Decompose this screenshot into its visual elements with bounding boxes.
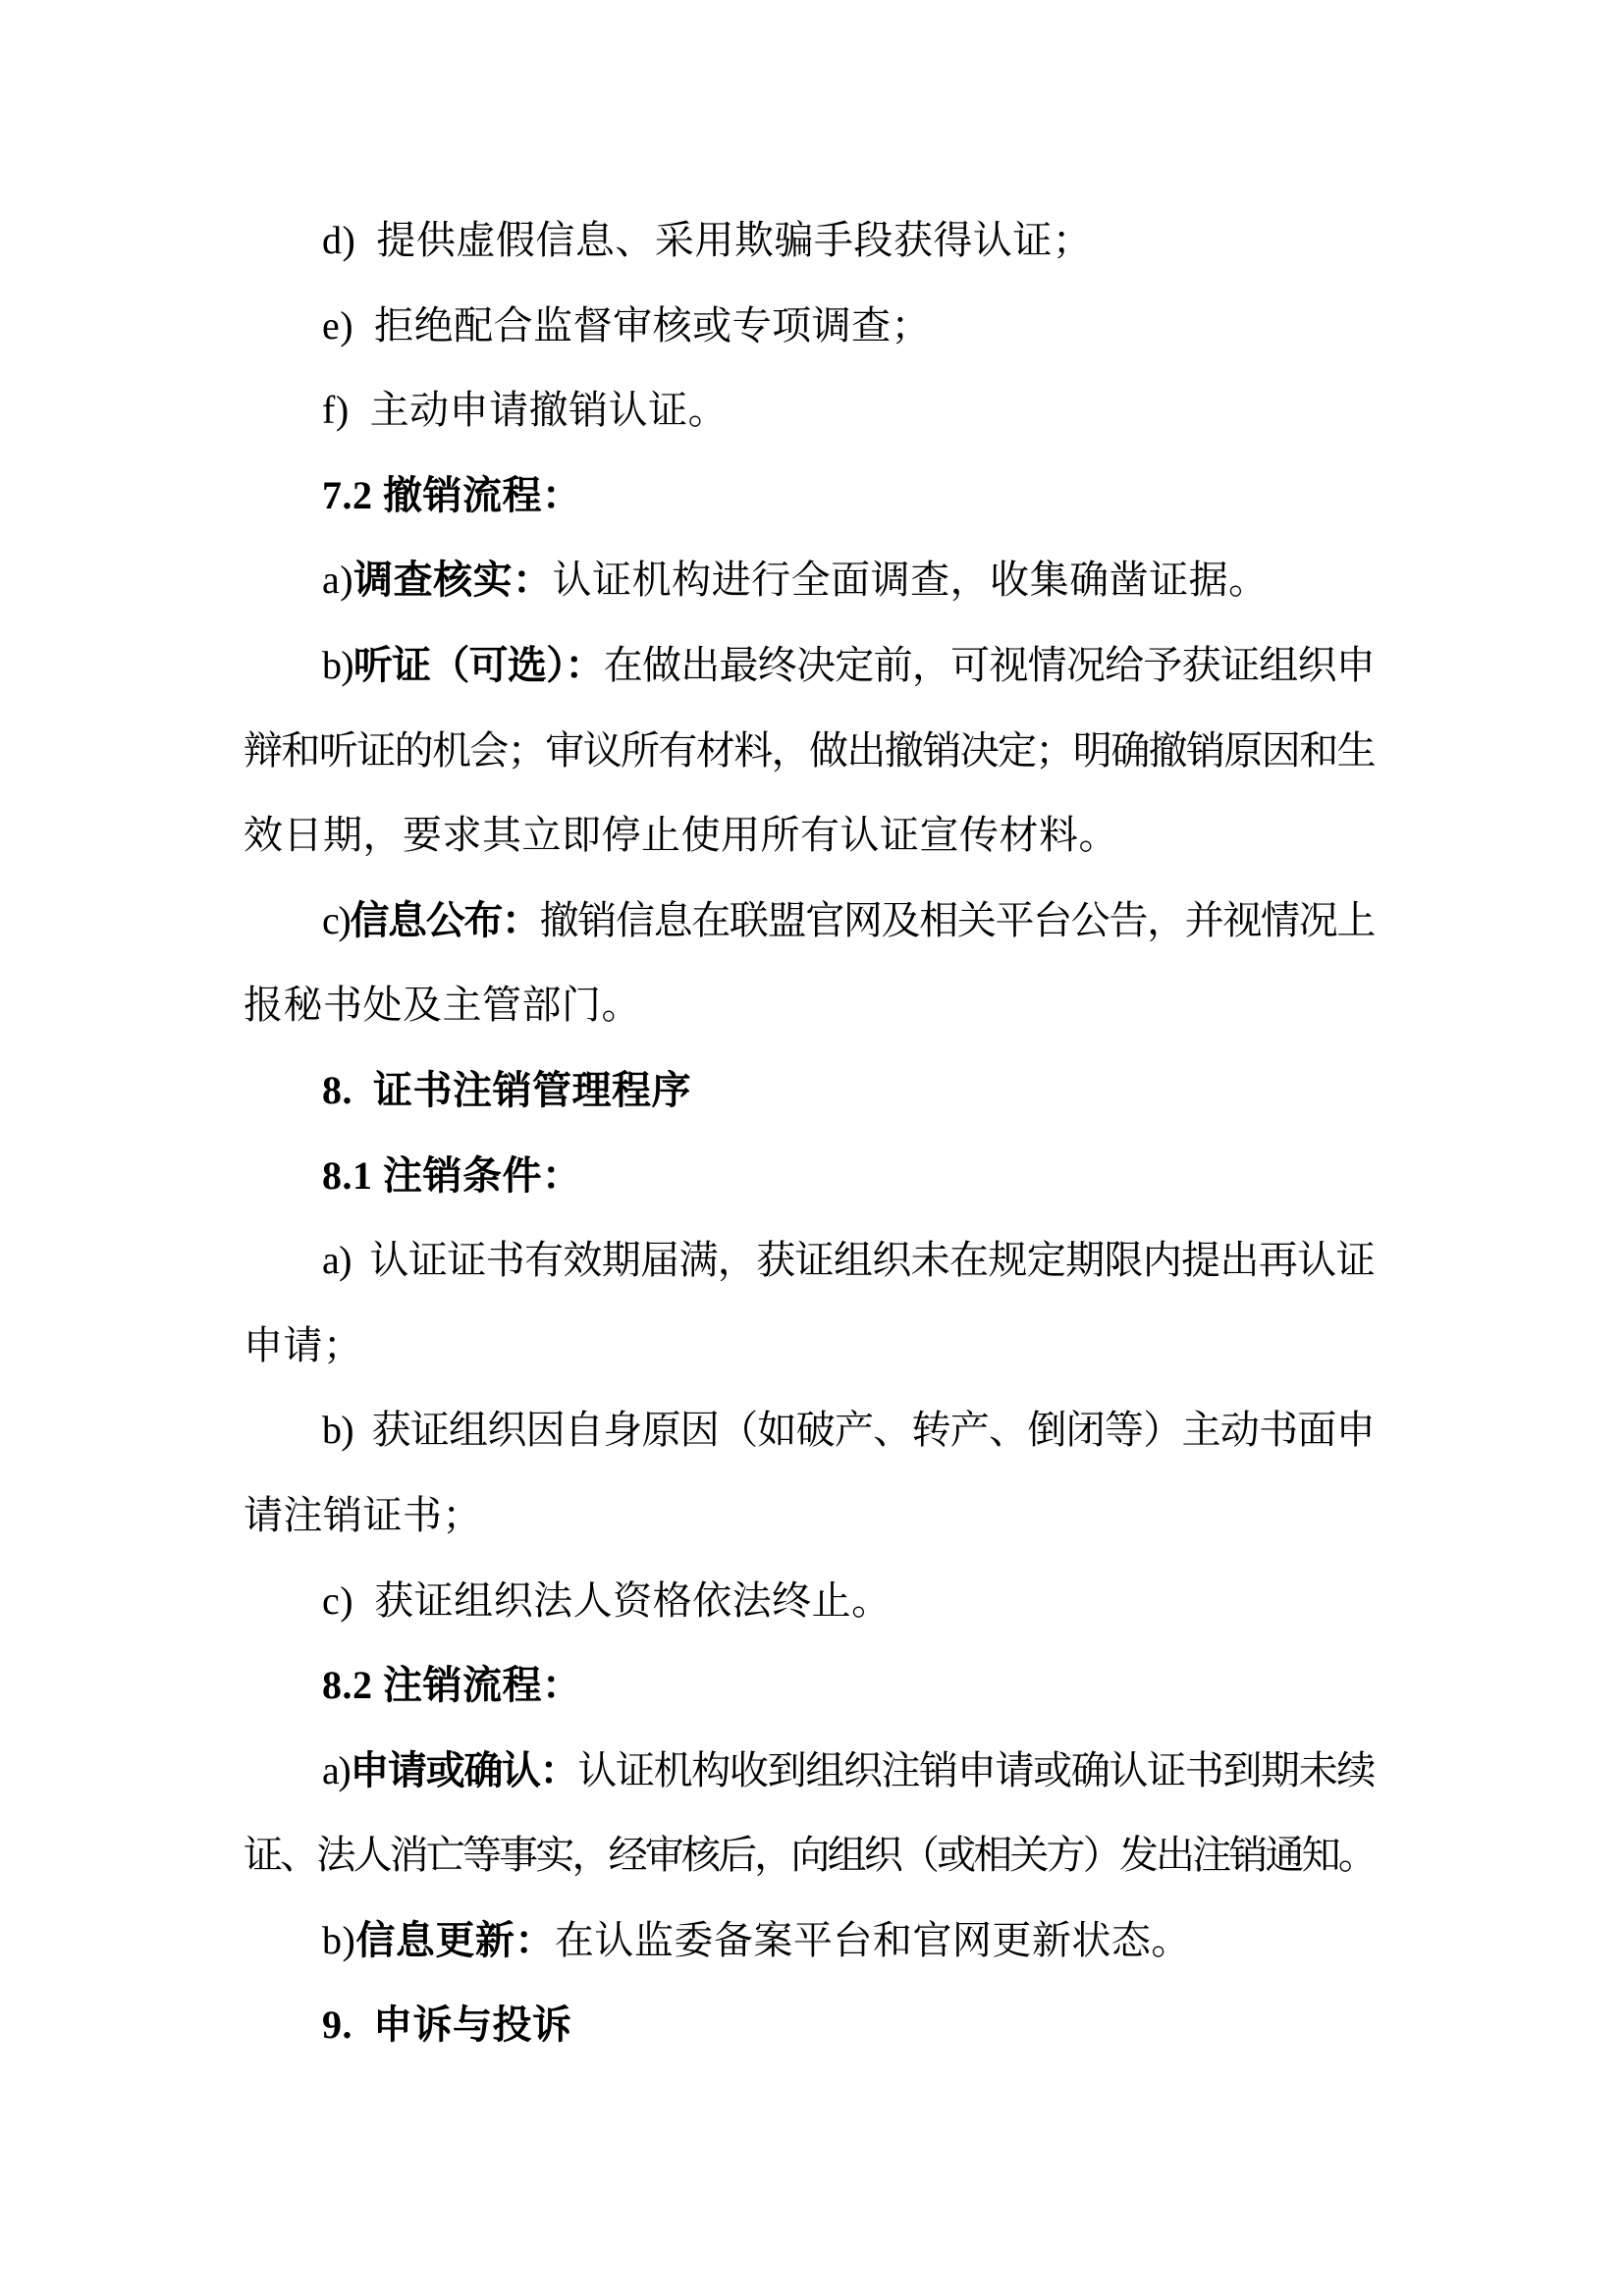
bold-text-segment: 听证（可选）： (352, 642, 604, 687)
text-segment: d) 提供虚假信息、采用欺骗手段获得认证； (322, 218, 1093, 262)
text-line (244, 1559, 1375, 1644)
text-line (244, 879, 1375, 964)
text-line (244, 1729, 1375, 1814)
text-segment: 报秘书处及主管部门。 (244, 983, 641, 1028)
text-segment: 在认监委备案平台和官网更新状态。 (554, 1917, 1191, 1962)
text-segment: 认证机构收到组织注销申请或确认证书到期未续 (577, 1747, 1376, 1792)
text-segment: b) 获证组织因自身原因（如破产、转产、倒闭等）主动书面申 (322, 1408, 1375, 1453)
text-line (244, 1048, 1375, 1134)
text-line (244, 1473, 1375, 1559)
text-line (244, 454, 1375, 539)
text-line (244, 1643, 1375, 1729)
text-line (244, 1304, 1375, 1389)
bold-text-segment: 信息公布： (350, 897, 540, 942)
text-line (244, 198, 1375, 284)
text-segment: c) 获证组织法人资格依法终止。 (322, 1577, 892, 1623)
text-segment: b) (322, 642, 353, 687)
text-line (244, 1218, 1375, 1304)
text-segment: e) 拒绝配合监督审核或专项调查； (322, 302, 932, 347)
bold-text-segment: 调查核实： (353, 558, 553, 603)
text-line (244, 284, 1375, 369)
text-segment: 认证机构进行全面调查，收集确凿证据。 (552, 558, 1269, 603)
text-line (244, 709, 1375, 794)
text-line (244, 1983, 1375, 2068)
text-segment: 证、法人消亡等事实，经审核后，向组织（或相关方）发出注销通知。 (244, 1833, 1375, 1878)
text-line (244, 1813, 1375, 1898)
bold-text-segment: 7.2 撤销流程： (322, 472, 582, 517)
bold-text-segment: 申请或确认： (350, 1747, 578, 1792)
bold-text-segment: 信息更新： (355, 1917, 555, 1962)
bold-text-segment: 8.1 注销条件： (322, 1152, 582, 1198)
text-segment: 效日期，要求其立即停止使用所有认证宣传材料。 (244, 813, 1118, 858)
text-line (244, 538, 1375, 623)
text-line (244, 1134, 1375, 1219)
text-line (244, 623, 1375, 709)
text-segment: c) (322, 897, 351, 942)
text-segment: a) 认证证书有效期届满，获证组织未在规定期限内提出再认证 (322, 1238, 1375, 1283)
text-line (244, 963, 1375, 1048)
text-line (244, 1898, 1375, 1984)
text-segment: f) 主动申请撤销认证。 (322, 388, 729, 433)
text-line (244, 1388, 1375, 1473)
text-line (244, 368, 1375, 454)
bold-text-segment: 8.2 注销流程： (322, 1663, 582, 1708)
text-segment: b) (322, 1917, 356, 1962)
text-line (244, 793, 1375, 879)
text-segment: 在做出最终决定前，可视情况给予获证组织申 (603, 642, 1376, 687)
text-segment: 申请； (244, 1322, 363, 1367)
bold-text-segment: 9. 申诉与投诉 (322, 2002, 572, 2048)
text-segment: 请注销证书； (244, 1492, 482, 1537)
text-segment: a) (322, 558, 354, 603)
document-body (244, 198, 1375, 2068)
text-segment: 辩和听证的机会；审议所有材料，做出撤销决定；明确撤销原因和生 (244, 727, 1375, 773)
bold-text-segment: 8. 证书注销管理程序 (322, 1067, 691, 1112)
text-segment: 撤销信息在联盟官网及相关平台公告，并视情况上 (539, 897, 1376, 942)
text-segment: a) (322, 1747, 351, 1792)
